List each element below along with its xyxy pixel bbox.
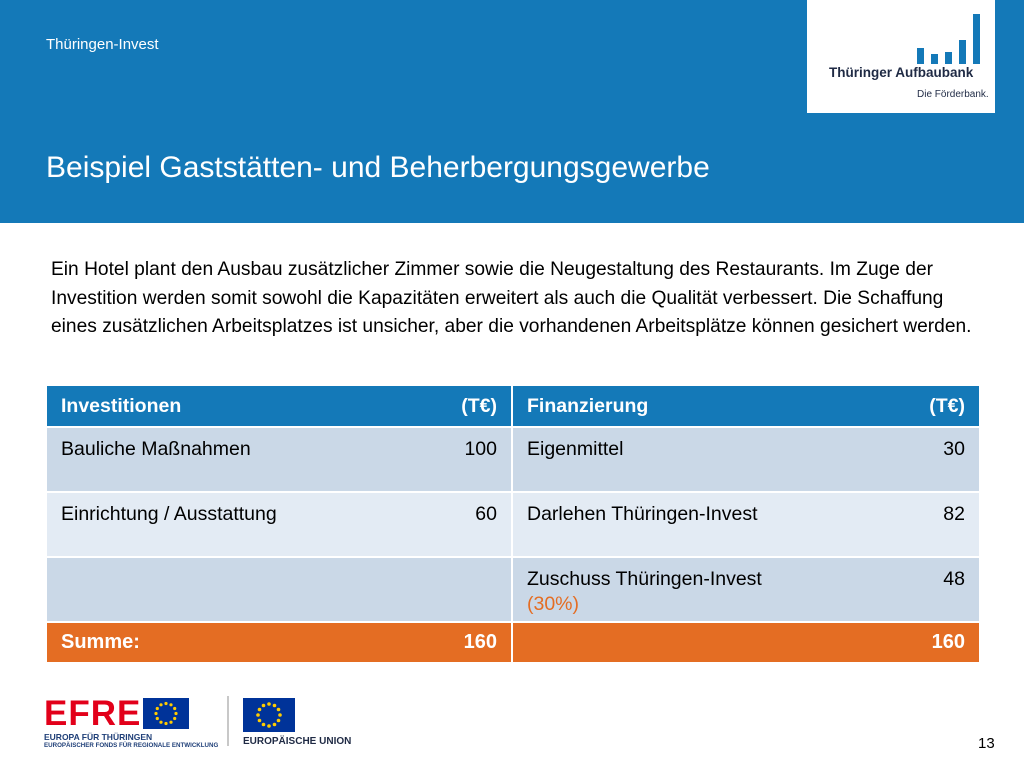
header-investitionen [46,385,512,427]
subsidy-rate-note: (30%) [527,593,580,615]
sum-right-value: 160 [931,631,965,653]
table-cell [46,492,512,557]
sum-label: Summe: [61,631,140,653]
item-value: 48 [943,568,965,590]
footer-logos [44,696,364,748]
eu-stars-icon [243,698,295,732]
sum-left-value: 160 [463,631,497,653]
header-right-unit: (T€) [929,394,965,417]
item-value: 60 [475,503,497,525]
sum-cell-right [512,622,980,663]
investment-financing-table [45,384,981,664]
bar-chart-logo-icon [915,12,987,64]
item-label: Bauliche Maßnahmen [61,438,251,460]
header-finanzierung [512,385,980,427]
item-value: 100 [464,438,497,460]
efre-fund-name: EUROPÄISCHER FONDS FÜR REGIONALE ENTWICKLUNG [44,742,219,749]
header-left-unit: (T€) [461,394,497,417]
table-cell [512,492,980,557]
section-label: Thüringen-Invest [46,36,159,53]
slide-title: Beispiel Gaststätten- und Beherbergungsgewerbe [46,151,710,184]
header-right-label: Finanzierung [527,394,649,417]
eu-flag-icon [143,698,189,729]
eu-flag-icon [243,698,295,732]
eu-label: EUROPÄISCHE UNION [243,736,352,747]
table-cell [512,557,980,622]
item-label: Zuschuss Thüringen-Invest [527,568,762,590]
logo-name: Thüringer Aufbaubank [829,65,974,80]
table-cell [46,427,512,492]
logo-divider [227,696,229,746]
table-header-row [46,385,980,427]
item-value: 30 [943,438,965,460]
table-row [46,492,980,557]
efre-subtitle: EUROPA FÜR THÜRINGEN [44,732,153,742]
table-cell [512,427,980,492]
logo-tagline: Die Förderbank. [917,89,989,100]
eu-stars-icon [143,698,189,729]
intro-paragraph [51,256,986,342]
sum-cell-left [46,622,512,663]
page-number: 13 [978,735,995,752]
tab-logo [807,0,995,113]
table-row [46,557,980,622]
table-cell-empty [46,557,512,622]
item-value: 82 [943,503,965,525]
efre-logo-text: EFRE [44,694,142,733]
item-label: Darlehen Thüringen-Invest [527,503,758,525]
item-label: Einrichtung / Ausstattung [61,503,277,525]
table-row [46,427,980,492]
table-sum-row [46,622,980,663]
intro-text: Ein Hotel plant den Ausbau zusätzlicher Zimmer sowie die Neugestaltung des Restaurants. Im Zuge der Investition werden somit sowohl die Kapazitäten erweitert als auch die Qualität verbessert. Die Schaffung eines zusätzlichen Arbeitsplatzes ist unsicher, aber die vorhandenen Arbeitsplätze können gesichert werden. [51,259,972,337]
header-left-label: Investitionen [61,394,182,417]
item-label: Eigenmittel [527,438,624,460]
